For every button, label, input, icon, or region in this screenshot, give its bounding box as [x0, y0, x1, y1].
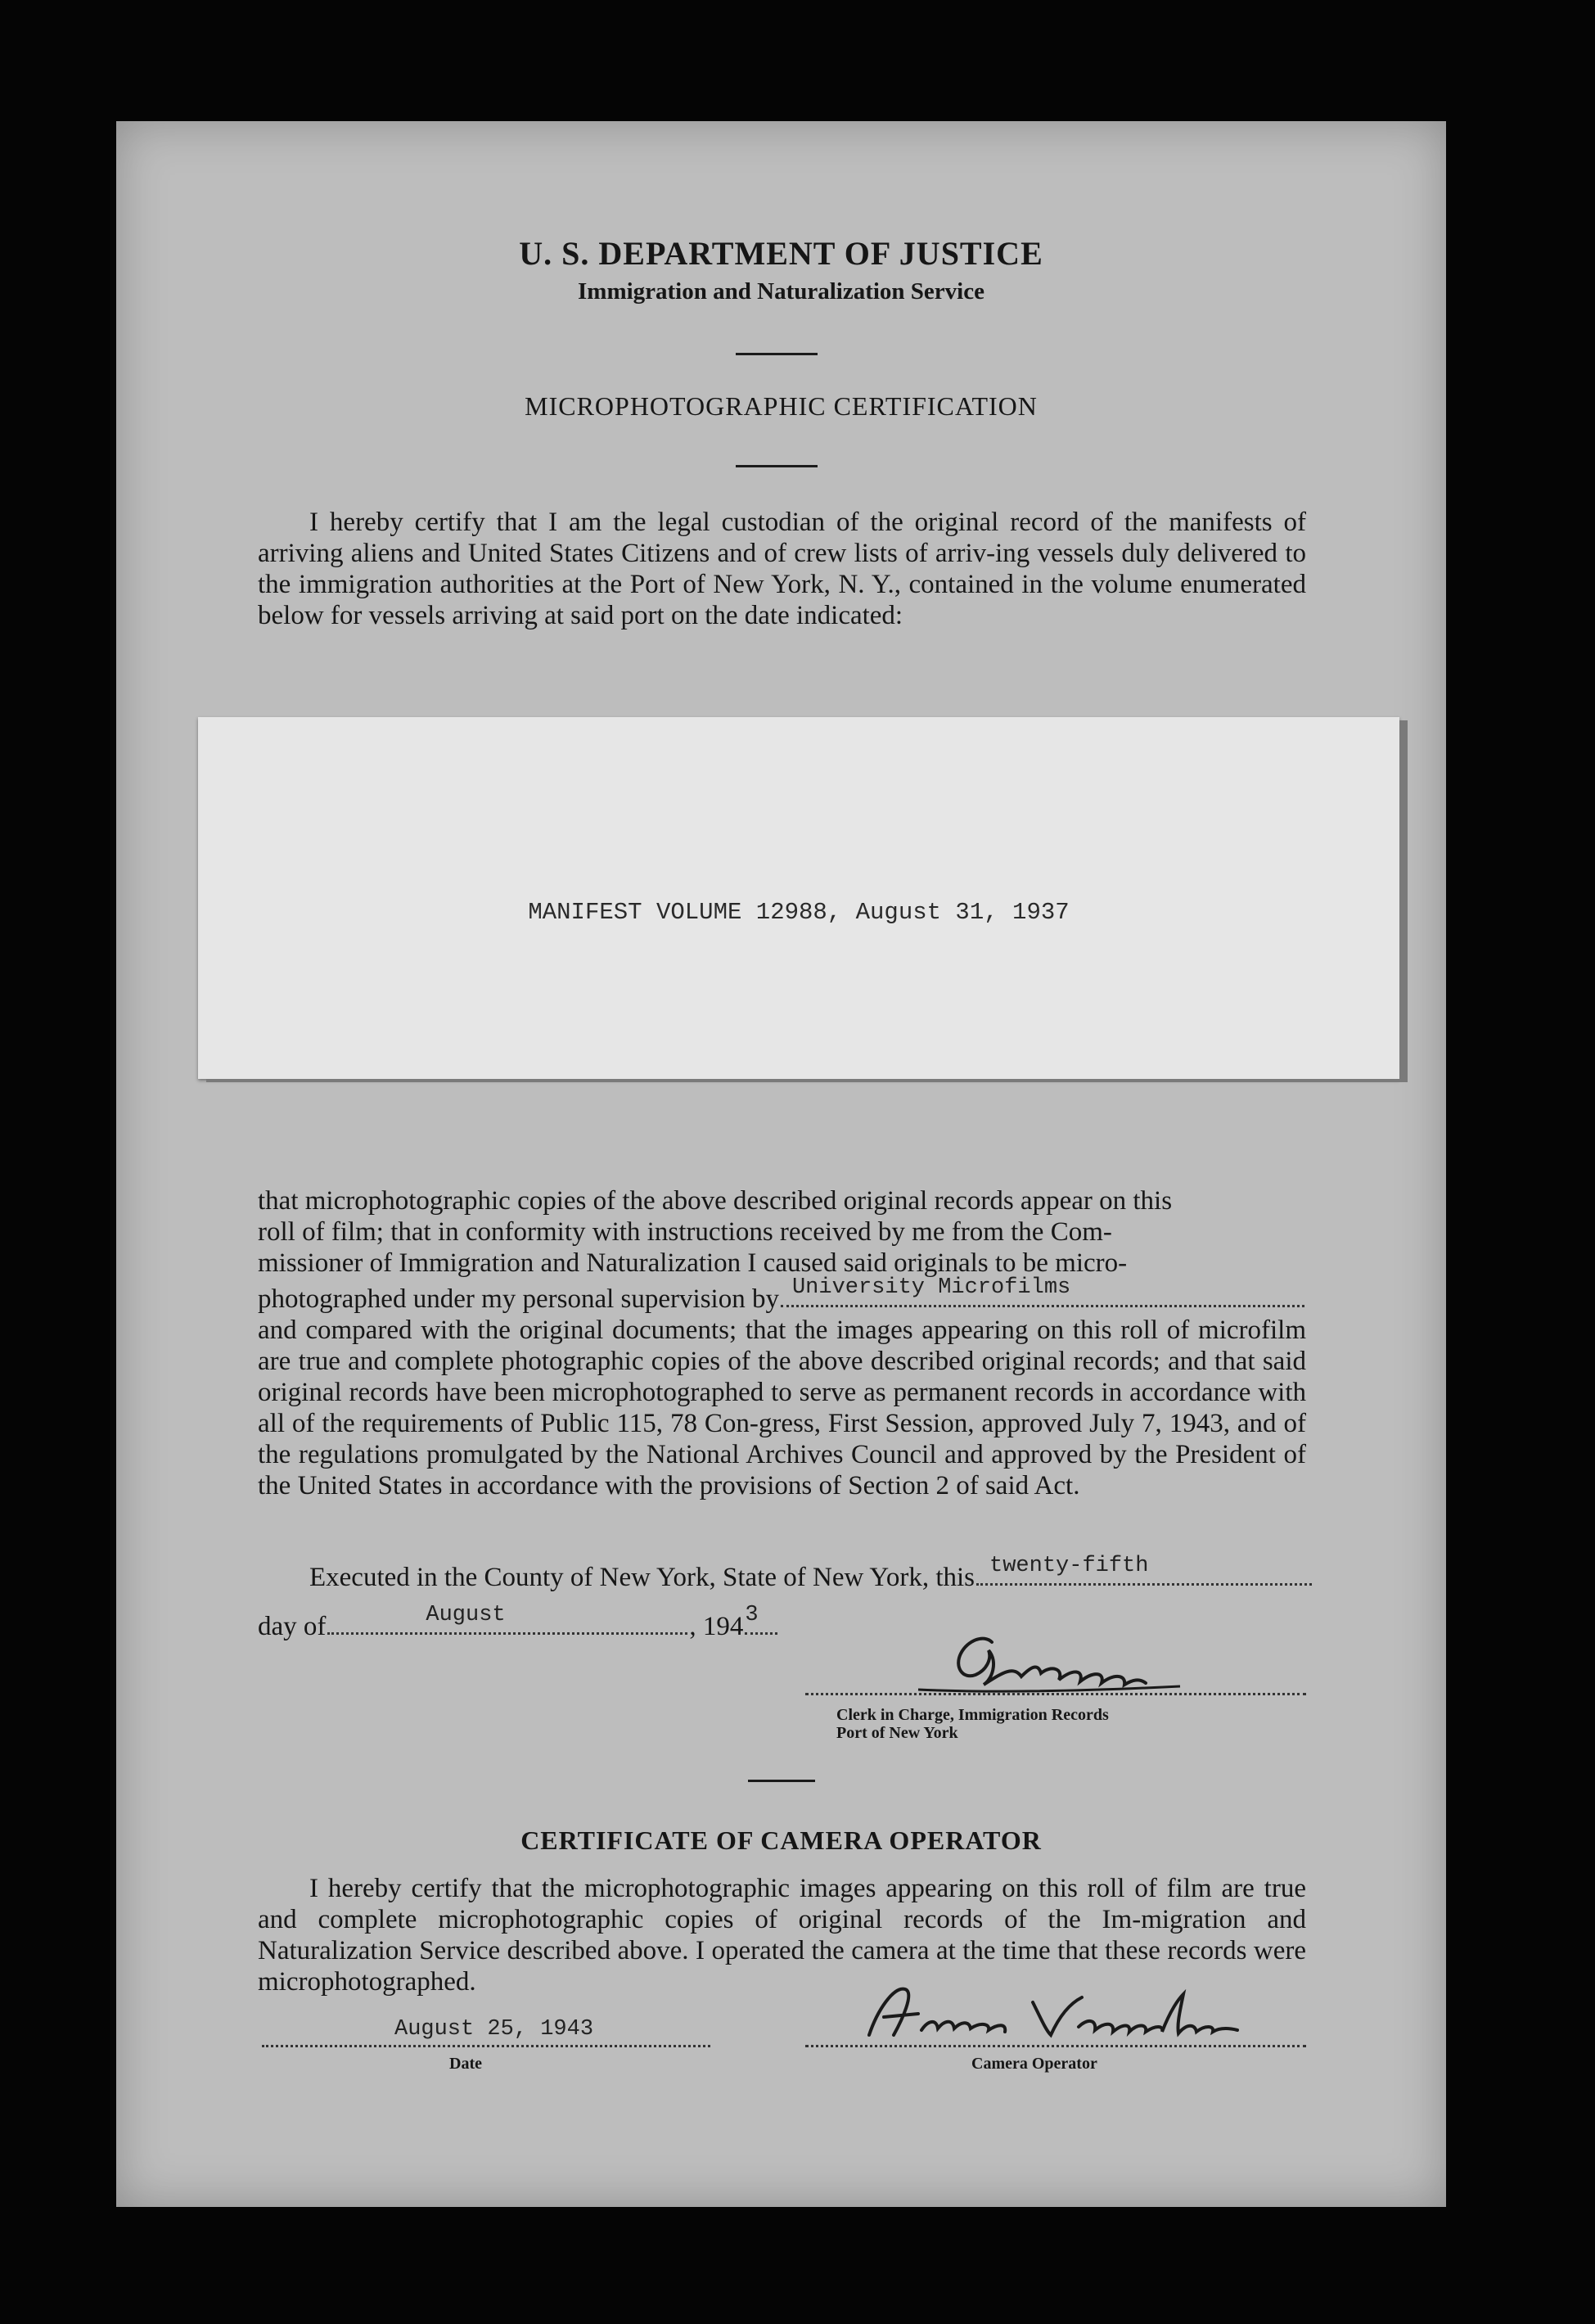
day-typed-value: twenty-fifth — [989, 1554, 1149, 1578]
camera-certificate-title: CERTIFICATE OF CAMERA OPERATOR — [520, 1825, 1042, 1855]
camera-certificate-text: I hereby certify that the microphotographic images appearing on this roll of film are true and complete microphotographic copies of original records of the Im-migration and Naturalization Service described above. I operated the camera at the time that these records were microphotographed. — [258, 1874, 1306, 1997]
paragraph-line: that microphotographic copies of the above described original records appear on this — [258, 1186, 1173, 1216]
date-line — [258, 1603, 822, 1642]
date-label: Date — [449, 2055, 482, 2073]
camera-operator-signature — [836, 1978, 1295, 2051]
year-typed-value: 3 — [745, 1603, 759, 1627]
paragraph-line: missioner of Immigration and Naturalization I caused said originals to be micro- — [258, 1248, 1128, 1278]
year-label: , 194 — [689, 1612, 744, 1641]
document-title: MICROPHOTOGRAPHIC CERTIFICATION — [525, 391, 1038, 421]
day-of-label: day of — [258, 1612, 327, 1641]
camera-date-typed-value: August 25, 1943 — [394, 2017, 594, 2042]
header-title: U. S. DEPARTMENT OF JUSTICE — [519, 235, 1043, 272]
paragraph-rest: and compared with the original documents; that the images appearing on this roll of microfilm are true and complete photographic copies of the above described original records; and that said original records have been microphotographed to serve as permanent records in accordance with all of the requirements of Public 115, 78 Con-gress, First Session, approved July 7, 1943, and of the regulations promulgated by the National Archives Council and approved by the President of the United States in accordance with the provisions of Section 2 of said Act. — [258, 1315, 1306, 1500]
month-field[interactable] — [327, 1603, 687, 1635]
date-signature-line[interactable] — [262, 2045, 710, 2047]
supervisor-prefix: photographed under my personal supervision by — [258, 1284, 779, 1314]
manifest-volume-label: MANIFEST VOLUME 12988, August 31, 1937 — [528, 899, 1070, 926]
year-field[interactable] — [745, 1603, 777, 1635]
header-subtitle: Immigration and Naturalization Service — [578, 278, 984, 305]
supervisor-typed-value: University Microfilms — [791, 1275, 1071, 1300]
execution-line — [258, 1554, 1313, 1593]
custodian-paragraph: I hereby certify that I am the legal custodian of the original record of the manifests of arriving aliens and United States Citizens and of crew lists of arriv-ing vessels duly delivered to the immigration authorities at the Port of New York, N. Y., contained in the volume enumerated below for vessels arriving at said port on the date indicated: — [258, 508, 1306, 630]
clerk-signature-line — [805, 1693, 1306, 1695]
certificate-sheet — [116, 121, 1446, 2207]
divider — [736, 353, 818, 355]
day-field[interactable] — [976, 1554, 1312, 1586]
copies-paragraph — [258, 1185, 1306, 1501]
manifest-label-card — [198, 717, 1399, 1079]
operator-label: Camera Operator — [971, 2055, 1097, 2073]
clerk-title-1: Clerk in Charge, Immigration Records — [836, 1706, 1109, 1724]
execution-prefix: Executed in the County of New York, State of New York, this — [309, 1563, 975, 1592]
operator-signature-line[interactable] — [805, 2045, 1306, 2047]
divider — [748, 1780, 815, 1782]
divider — [736, 465, 818, 467]
supervisor-line — [258, 1275, 1306, 1315]
clerk-title-2: Port of New York — [836, 1724, 958, 1742]
supervisor-field[interactable] — [781, 1275, 1304, 1307]
clerk-signature — [869, 1626, 1213, 1716]
month-typed-value: August — [426, 1603, 506, 1627]
paragraph-line: roll of film; that in conformity with instructions received by me from the Com- — [258, 1217, 1112, 1247]
